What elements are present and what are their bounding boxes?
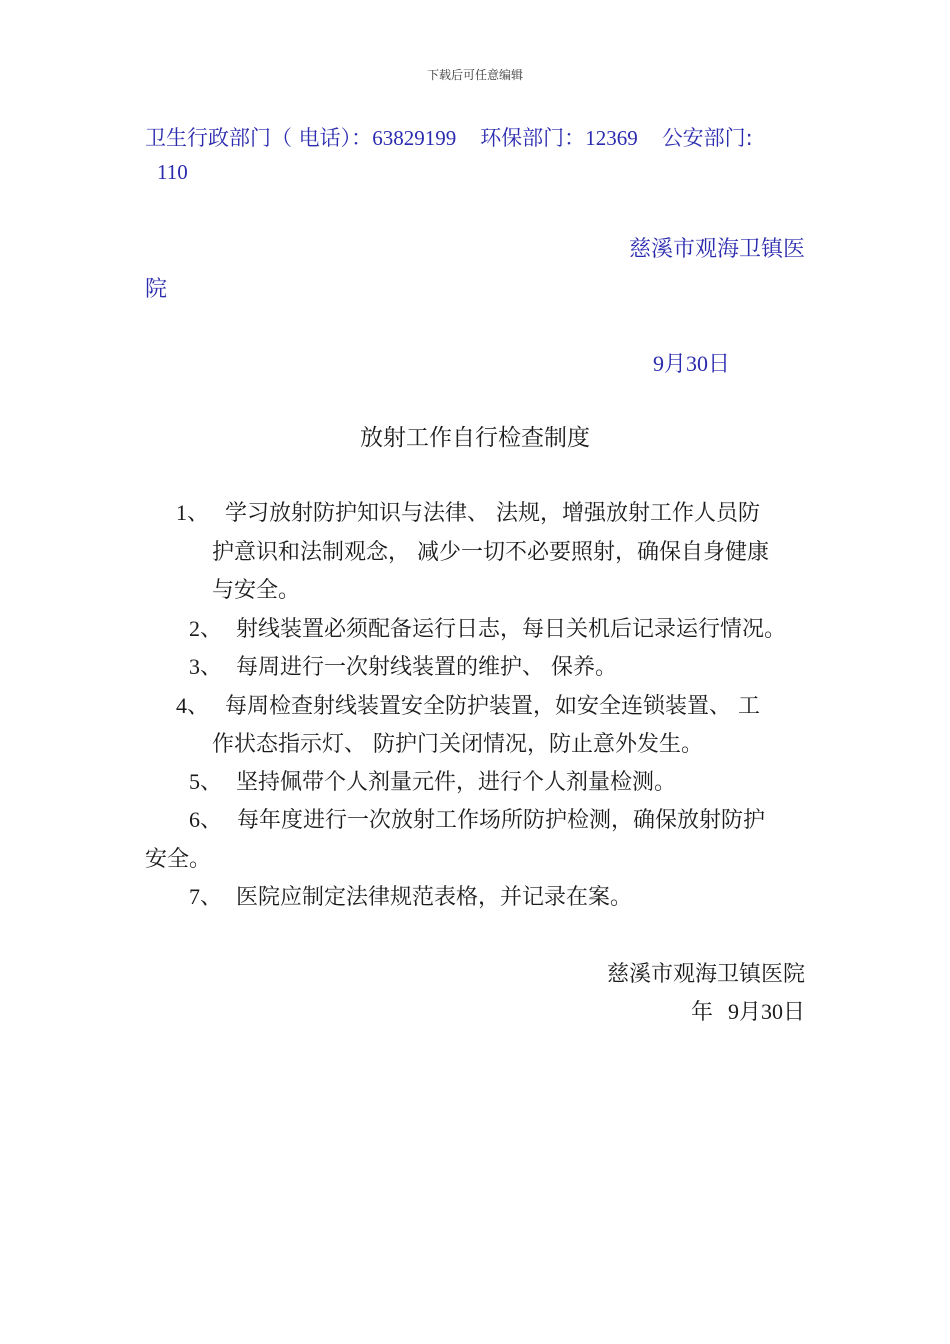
bottom-date-year: 年: [690, 1000, 713, 1025]
list-item-number: 4、: [176, 693, 210, 718]
top-org-line1: 慈溪市观海卫镇医: [628, 237, 805, 262]
list-item-number: 1、: [176, 500, 210, 525]
police-dept-label: 公安部门:: [661, 126, 753, 150]
top-date-day-num: 30: [686, 351, 709, 376]
bottom-org: 慈溪市观海卫镇医院: [606, 962, 805, 987]
top-date-day-suffix: 日: [708, 352, 731, 377]
list-item-line: 坚持佩带个人剂量元件，进行个人剂量检测。: [236, 770, 677, 795]
list-item-line: 每周进行一次射线装置的维护、 保养。: [236, 655, 617, 680]
list-item-number: 6、: [189, 807, 223, 832]
env-dept-phone: 12369: [585, 126, 638, 150]
list-item-number: 5、: [189, 769, 223, 794]
bottom-date-month: 月: [738, 1000, 761, 1025]
top-org-line2: 院: [145, 277, 168, 302]
list-item-line: 作状态指示灯、 防护门关闭情况，防止意外发生。: [212, 732, 703, 757]
list-item-line: 与安全。: [212, 578, 301, 603]
list-item-number: 3、: [189, 654, 223, 679]
health-dept-label: 卫生行政部门（ 电话）：: [145, 126, 373, 150]
list-item-number: 2、: [189, 616, 223, 641]
list-item-number: 7、: [189, 884, 223, 909]
list-item-line: 护意识和法制观念， 减少一切不必要照射，确保自身健康: [212, 540, 769, 565]
health-dept-phone: 63829199: [372, 126, 457, 150]
top-date-month-num: 9: [653, 351, 664, 376]
police-dept-phone: 110: [157, 160, 188, 184]
env-dept-label: 环保部门：: [480, 126, 586, 150]
bottom-date-day-num: 30: [760, 999, 783, 1024]
contact-line: [145, 122, 753, 152]
list-item-line: 安全。: [145, 847, 212, 872]
header-note: 下载后可任意编辑: [426, 68, 523, 82]
bottom-date: [691, 995, 805, 1026]
top-date-month: 月: [664, 352, 687, 377]
top-date: [653, 347, 730, 378]
list-item-line: 每年度进行一次放射工作场所防护检测，确保放射防护: [237, 808, 766, 833]
list-item-line: 医院应制定法律规范表格，并记录在案。: [236, 885, 633, 910]
document-title: 放射工作自行检查制度: [360, 425, 590, 451]
list-item-line: 学习放射防护知识与法律、 法规，增强放射工作人员防: [225, 501, 760, 526]
list-item-line: 每周检查射线装置安全防护装置，如安全连锁装置、 工: [225, 694, 760, 719]
list-item-line: 射线装置必须配备运行日志，每日关机后记录运行情况。: [236, 617, 787, 642]
bottom-date-month-num: 9: [727, 999, 739, 1024]
bottom-date-day-suffix: 日: [782, 1000, 805, 1025]
